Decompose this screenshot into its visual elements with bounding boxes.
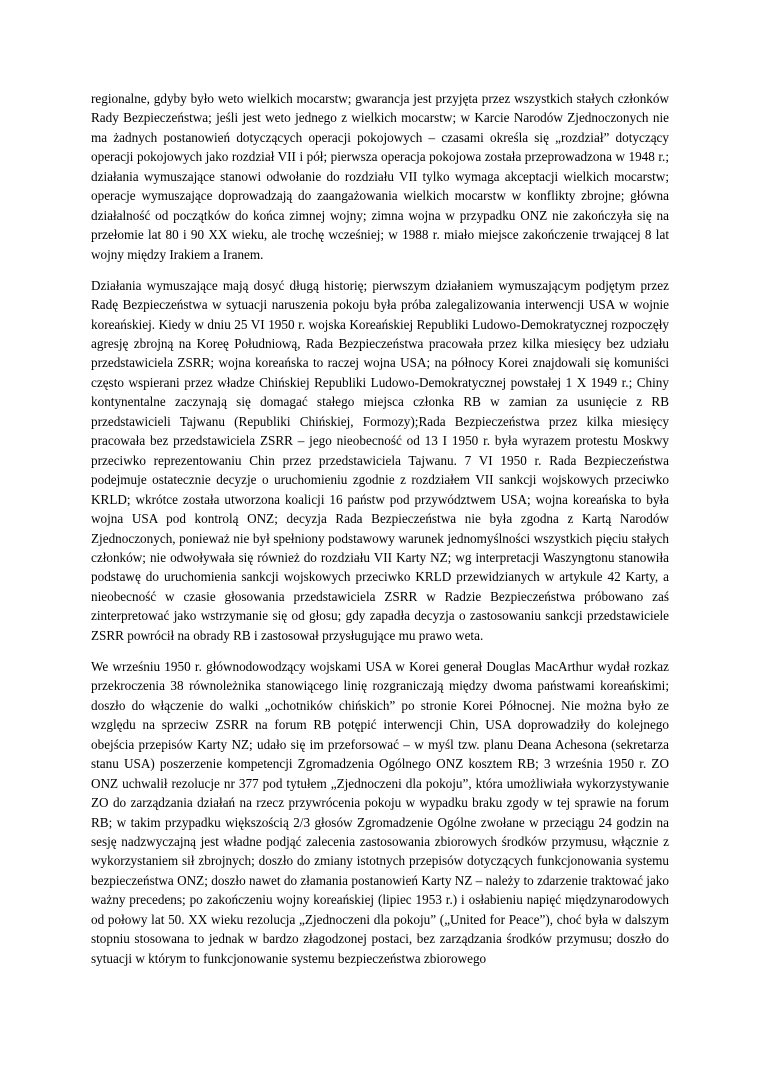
paragraph-3: We wrześniu 1950 r. głównodowodzący wojskami USA w Korei generał Douglas MacArthur wydał rozkaz przekroczenia 38 równoleżnika stanowiącego linię rozgraniczają między dwoma państwami koreańskimi; doszło do włączenie do walki „ochotników chińskich” po stronie Korei Północnej. Nie można było ze względu na sprzeciw ZSRR na forum RB potępić interwencji Chin, USA doprowadziły do kolejnego obejścia przepisów Karty NZ; udało się im przeforsować – w myśl tzw. planu Deana Achesona (sekretarza stanu USA) poszerzenie kompetencji Zgromadzenia Ogólnego ONZ kosztem RB; 3 września 1950 r. ZO ONZ uchwalił rezolucje nr 377 pod tytułem „Zjednoczeni dla pokoju”, która umożliwiała wykorzystywanie ZO do zarządzania działań na rzecz przywrócenia pokoju w wypadku braku zgody w tej sprawie na forum RB; w takim przypadku większością 2/3 głosów Zgromadzenie Ogólne zwołane w przeciągu 24 godzin na sesję nadzwyczajną jest władne podjąć zalecenia zastosowania zbiorowych środków przymusu, włącznie z wykorzystaniem sił zbrojnych; doszło do zmiany istotnych przepisów dotyczących funkcjonowania systemu bezpieczeństwa ONZ; doszło nawet do złamania postanowień Karty NZ – należy to zdarzenie traktować jako ważny precedens; po zakończeniu wojny koreańskiej (lipiec 1953 r.) i osłabieniu napięć międzynarodowych od połowy lat 50. XX wieku rezolucja „Zjednoczeni dla pokoju” („United for Peace”), choć była w dalszym stopniu stosowana to jednak w bardzo złagodzonej postaci, bez zarządzania środków przymusu; doszło do sytuacji w którym to funkcjonowanie systemu bezpieczeństwa zbiorowego: [91, 658, 669, 966]
paragraph-1: regionalne, gdyby było weto wielkich mocarstw; gwarancja jest przyjęta przez wszystkich stałych członków Rady Bezpieczeństwa; jeśli jest weto jednego z wielkich mocarstw; w Karcie Narodów Zjednoczonych nie ma żadnych postanowień dotyczących operacji pokojowych – czasami określa się „rozdział” dotyczący operacji pokojowych jako rozdział VII i pół; pierwsza operacja pokojowa została przeprowadzona w 1948 r.; działania wymuszające stanowi odwołanie do rozdziału VII tylko wymaga akceptacji wielkich mocarstw; operacje wymuszające doprowadzają do zaangażowania wielkich mocarstw w konflikty zbrojne; główna działalność od początków do końca zimnej wojny; zimna wojna w przypadku ONZ nie zakończyła się na przełomie lat 80 i 90 XX wieku, ale trochę wcześniej; w 1988 r. miało miejsce zakończenie trwającej 8 lat wojny między Irakiem a Iranem.: [91, 91, 669, 262]
paragraph-2: Działania wymuszające mają dosyć długą historię; pierwszym działaniem wymuszającym podjętym przez Radę Bezpieczeństwa w sytuacji naruszenia pokoju była próba zalegalizowania interwencji USA w wojnie koreańskiej. Kiedy w dniu 25 VI 1950 r. wojska Koreańskiej Republiki Ludowo-Demokratycznej rozpoczęły agresję zbrojną na Koreę Południową, Rada Bezpieczeństwa pracowała przez kilka miesięcy bez udziału przedstawiciela ZSRR; wojna koreańska to raczej wojna USA; na północy Korei znajdowali się komuniści często wspierani przez władze Chińskiej Republiki Ludowo-Demokratycznej powstałej 1 X 1949 r.; Chiny kontynentalne zaczynają się domagać stałego miejsca członka RB w zamian za usunięcie z RB przedstawicieli Tajwanu (Republiki Chińskiej, Formozy);Rada Bezpieczeństwa przez kilka miesięcy pracowała bez przedstawiciela ZSRR – jego nieobecność od 13 I 1950 r. była wyrazem protestu Moskwy przeciwko reprezentowaniu Chin przez przedstawiciela Tajwanu. 7 VI 1950 r. Rada Bezpieczeństwa podejmuje ostatecznie decyzje o uruchomieniu zgodnie z rozdziałem VII sankcji wojskowych przeciwko KRLD; wkrótce została utworzona koalicji 16 państw pod przywództwem USA; wojna koreańska to była wojna USA pod kontrolą ONZ; decyzja Rada Bezpieczeństwa nie była zgodna z Kartą Narodów Zjednoczonych, ponieważ nie był spełniony podstawowy warunek jednomyślności wszystkich pięciu stałych członków; nie odwoływała się również do rozdziału VII Karty NZ; wg interpretacji Waszyngtonu stanowiła podstawę do uruchomienia sankcji wojskowych przeciwko KRLD przewidzianych w artykule 42 Karty, a nieobecność w czasie głosowania przedstawiciela ZSRR w Radzie Bezpieczeństwa próbowano zaś zinterpretować jako wstrzymanie się od głosu; gdy zapadła decyzja o zastosowaniu sankcji przedstawiciele ZSRR powrócił na obrady RB i zastosował przysługujące mu prawo weta.: [91, 277, 669, 643]
document-body: [91, 89, 669, 968]
